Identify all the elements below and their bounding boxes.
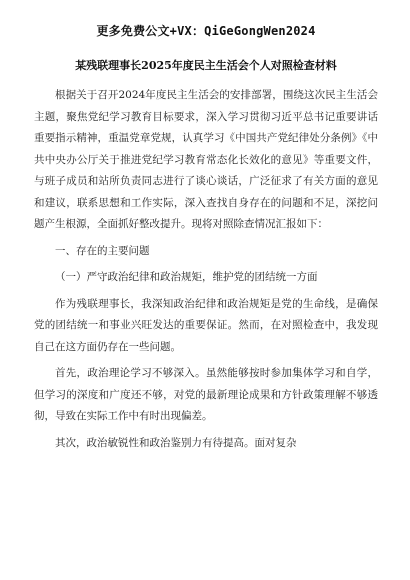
body-paragraph: 其次，政治敏锐性和政治鉴别力有待提高。面对复杂 <box>55 436 297 449</box>
body-paragraph: 作为残联理事长，我深知政治纪律和政治规矩是党的生命线，是确保党的团结统一和事业兴旺发达的重要保证。然而，在对照检查中，我发现自己在这方面仍存在一些问题。 <box>34 297 378 353</box>
section-heading: 一、存在的主要问题 <box>55 244 150 257</box>
body-paragraph: 首先，政治理论学习不够深入。虽然能够按时参加集体学习和自学，但学习的深度和广度还不够，对党的最新理论成果和方针政策理解不够透彻，导致在实际工作中有时出现偏差。 <box>34 367 378 422</box>
promo-header: 更多免费公文+VX：QiGeGongWen2024 <box>96 24 316 38</box>
subsection-heading: （一）严守政治纪律和政治规矩，维护党的团结统一方面 <box>55 271 318 283</box>
intro-paragraph: 根据关于召开2024年度民主生活会的安排部署，围绕这次民主生活会主题，聚焦党纪学习教育目标要求，深入学习贯彻习近平总书记重要讲话重要指示精神，重温党章党规，认真学习《中国共产党纪律处分条例》《中共中央办公厅关于推进党纪学习教育常态化长效化的意见》等重要文件，与班子成员和站所负责同志进行了谈心谈话，广泛征求了有关方面的意见和建议，联系思想和工作实际，深入查找自身存在的问题和不足，深挖问题产生根源，全面抓好整改提升。现将对照除查情况汇报如下： <box>34 89 378 230</box>
document-title: 某残联理事长2025年度民主生活会个人对照检查材料 <box>75 59 337 72</box>
